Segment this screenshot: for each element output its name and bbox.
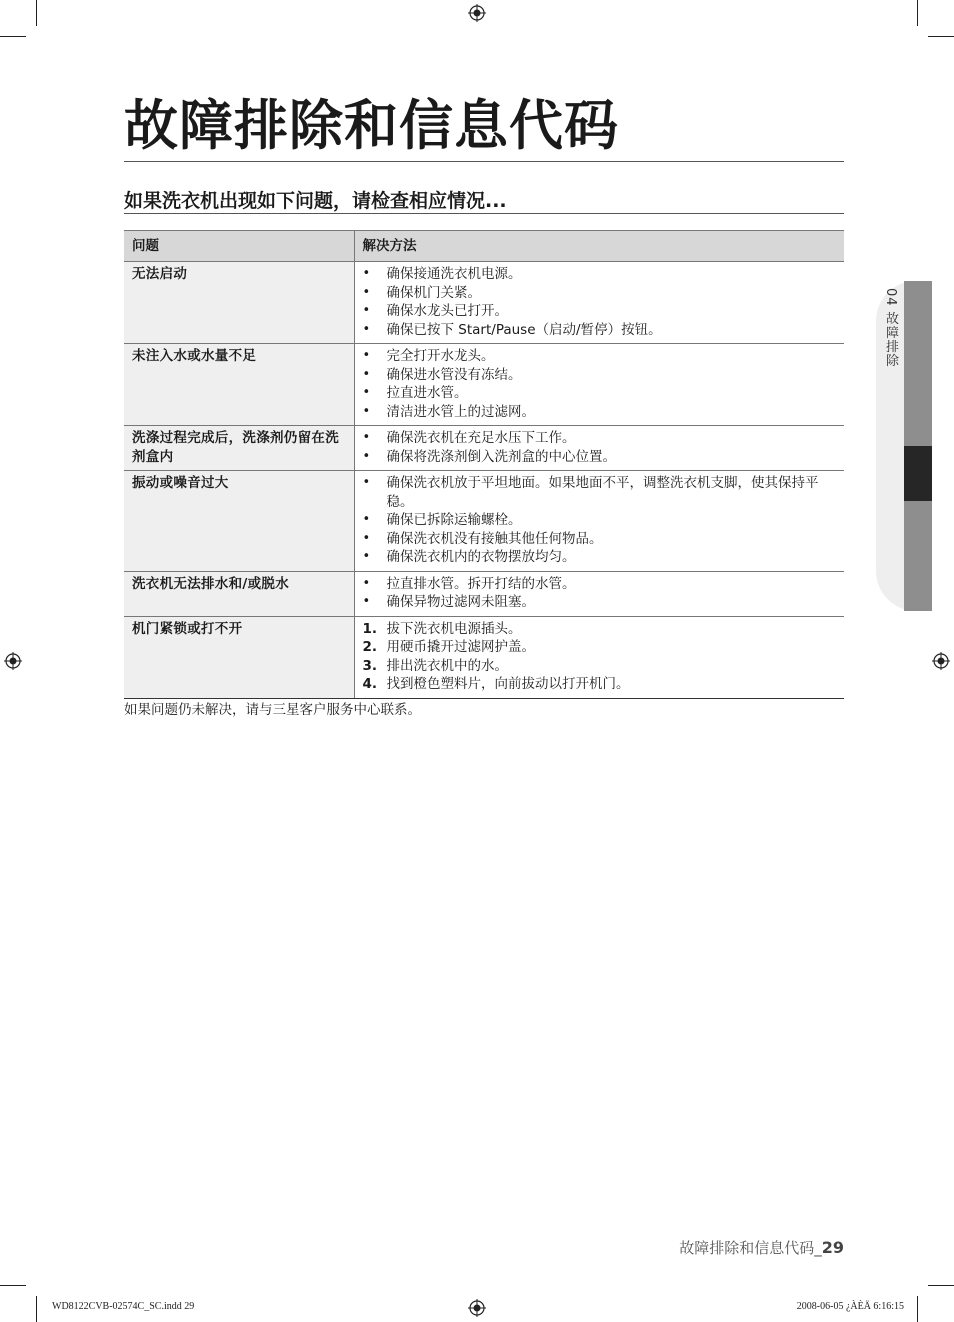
solution-item: • 确保进水管没有冻结。 bbox=[363, 366, 839, 385]
crop-mark bbox=[928, 36, 954, 37]
registration-mark-icon bbox=[468, 4, 486, 22]
step-text: 排出洗衣机中的水。 bbox=[386, 657, 508, 674]
solution-item: • 确保接通洗衣机电源。 bbox=[363, 265, 839, 284]
solution-item: • 确保机门关紧。 bbox=[363, 284, 839, 303]
page-number: 29 bbox=[821, 1238, 844, 1257]
registration-mark-icon bbox=[4, 652, 22, 670]
step-number: 4. bbox=[362, 676, 378, 692]
crop-mark bbox=[928, 1285, 954, 1286]
solution-list bbox=[363, 429, 839, 466]
solution-cell bbox=[354, 471, 844, 572]
crop-mark bbox=[917, 0, 918, 26]
solution-item: • 确保已按下 Start/Pause（启动/暂停）按钮。 bbox=[363, 321, 839, 340]
solution-cell bbox=[354, 426, 844, 471]
step-number: 2. bbox=[362, 639, 378, 655]
column-header-problem: 问题 bbox=[124, 231, 354, 262]
step-item bbox=[363, 620, 839, 639]
step-text: 找到橙色塑料片，向前拔动以打开机门。 bbox=[386, 676, 630, 692]
solution-item: • 确保洗衣机放于平坦地面。如果地面不平，调整洗衣机支脚，使其保持平稳。 bbox=[363, 474, 839, 511]
step-item bbox=[363, 675, 839, 694]
solution-item: • 确保将洗涤剂倒入洗剂盒的中心位置。 bbox=[363, 448, 839, 467]
problem-cell: 无法启动 bbox=[124, 262, 354, 344]
solution-cell bbox=[354, 262, 844, 344]
table-row bbox=[124, 471, 844, 572]
solution-item: • 确保洗衣机内的衣物摆放均匀。 bbox=[363, 548, 839, 567]
page-title: 故障排除和信息代码 bbox=[124, 94, 619, 157]
step-text: 用硬币撬开过滤网护盖。 bbox=[386, 639, 535, 655]
section-subtitle: 如果洗衣机出现如下问题，请检查相应情况... bbox=[124, 190, 507, 212]
solution-item: • 确保异物过滤网未阻塞。 bbox=[363, 593, 839, 612]
problem-cell: 洗涤过程完成后，洗涤剂仍留在洗剂盒内 bbox=[124, 426, 354, 471]
print-slug-file: WD8122CVB-02574C_SC.indd 29 bbox=[52, 1301, 195, 1312]
solution-item: • 确保水龙头已打开。 bbox=[363, 302, 839, 321]
step-text: 拔下洗衣机电源插头。 bbox=[386, 620, 522, 637]
crop-mark bbox=[0, 36, 26, 37]
problem-cell: 振动或噪音过大 bbox=[124, 471, 354, 572]
table-row bbox=[124, 571, 844, 616]
step-number: 3. bbox=[362, 657, 378, 674]
troubleshooting-table bbox=[124, 230, 844, 699]
table-header-row bbox=[124, 231, 844, 262]
registration-mark-icon bbox=[468, 1299, 486, 1317]
step-number: 1. bbox=[362, 620, 378, 637]
solution-item: • 清洁进水管上的过滤网。 bbox=[363, 403, 839, 422]
solution-list bbox=[363, 347, 839, 421]
solution-item: • 确保洗衣机没有接触其他任何物品。 bbox=[363, 530, 839, 549]
crop-mark bbox=[0, 1285, 26, 1286]
table-row bbox=[124, 426, 844, 471]
solution-item: • 完全打开水龙头。 bbox=[363, 347, 839, 366]
column-header-solution: 解决方法 bbox=[354, 231, 844, 262]
problem-cell: 未注入水或水量不足 bbox=[124, 344, 354, 426]
solution-cell bbox=[354, 571, 844, 616]
solution-item: • 拉直进水管。 bbox=[363, 384, 839, 403]
table-row bbox=[124, 616, 844, 698]
step-item bbox=[363, 657, 839, 676]
solution-cell bbox=[354, 344, 844, 426]
solution-item: • 确保已拆除运输螺栓。 bbox=[363, 511, 839, 530]
crop-mark bbox=[917, 1296, 918, 1322]
solution-cell bbox=[354, 616, 844, 698]
crop-mark bbox=[36, 0, 37, 26]
solution-list bbox=[363, 575, 839, 612]
footnote: 如果问题仍未解决，请与三星客户服务中心联系。 bbox=[124, 702, 421, 718]
footer-text: 故障排除和信息代码_ bbox=[679, 1239, 822, 1257]
print-slug-date: 2008-06-05 ¿ÀÈÄ 6:16:15 bbox=[796, 1301, 904, 1312]
step-item bbox=[363, 638, 839, 657]
table-row bbox=[124, 344, 844, 426]
crop-mark bbox=[36, 1296, 37, 1322]
problem-cell: 洗衣机无法排水和/或脱水 bbox=[124, 571, 354, 616]
solution-item: • 拉直排水管。拆开打结的水管。 bbox=[363, 575, 839, 594]
chapter-tab-label: 04 故障排除 bbox=[883, 288, 898, 368]
subtitle-divider bbox=[124, 213, 844, 214]
solution-list bbox=[363, 474, 839, 567]
registration-mark-icon bbox=[932, 652, 950, 670]
page-footer bbox=[600, 1236, 844, 1260]
solution-list bbox=[363, 265, 839, 339]
table-row bbox=[124, 262, 844, 344]
problem-cell: 机门紧锁或打不开 bbox=[124, 616, 354, 698]
solution-item: • 确保洗衣机在充足水压下工作。 bbox=[363, 429, 839, 448]
steps-list bbox=[363, 620, 839, 694]
chapter-tab-marker bbox=[904, 446, 932, 501]
title-divider bbox=[124, 161, 844, 162]
